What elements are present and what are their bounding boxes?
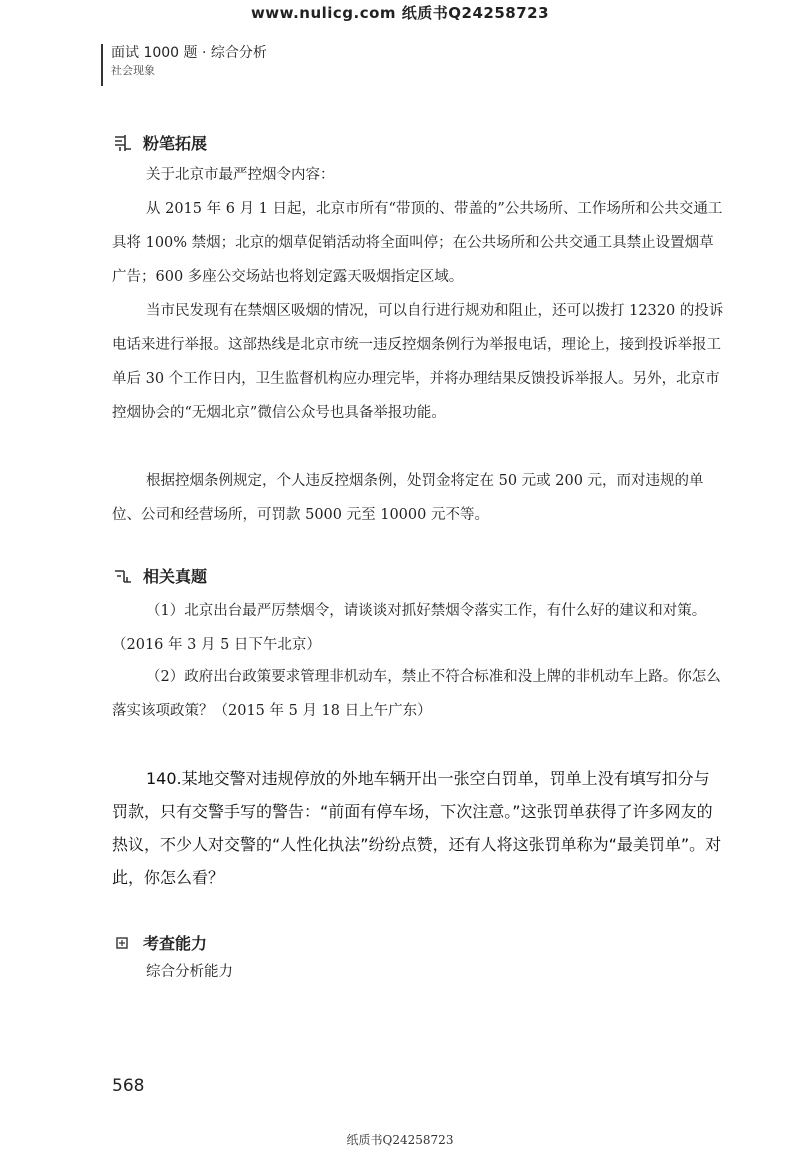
extension-title: 粉笔拓展: [143, 134, 208, 153]
related-title: 相关真题: [143, 567, 208, 586]
related-questions-icon: [113, 567, 133, 585]
header-chapter: 社会现象: [111, 64, 155, 77]
extension-intro: 关于北京市最严控烟令内容：: [146, 167, 335, 183]
ability-text: 综合分析能力: [146, 964, 233, 980]
bottom-watermark: 纸质书Q24258723: [346, 1133, 454, 1147]
question-text: 某地交警对违规停放的外地车辆开出一张空白罚单，罚单上没有填写扣分与罚款，只有交警手写的警告：“前面有停车场，下次注意。”这张罚单获得了许多网友的热议，不少人对交警的“人性化执法”纷纷点赞，还有人将这张罚单称为“最美罚单”。对此，你怎么看？: [112, 769, 722, 887]
top-watermark: www.nulicg.com 纸质书Q24258723: [250, 4, 550, 22]
target-icon: [113, 934, 133, 952]
related-item: （1）北京出台最严厉禁烟令，请谈谈对抓好禁烟令落实工作，有什么好的建议和对策。（2016 年 3 月 5 日下午北京）: [112, 603, 707, 653]
ability-heading: [113, 931, 207, 954]
related-heading: [113, 564, 207, 587]
book-pen-icon: [113, 134, 133, 152]
running-header: [101, 44, 267, 86]
header-series: 面试 1000 题 · 综合分析: [111, 45, 267, 61]
extension-paragraph: 从 2015 年 6 月 1 日起，北京市所有“带顶的、带盖的”公共场所、工作场所和公共交通工具将 100% 禁烟；北京的烟草促销活动将全面叫停；在公共场所和公共交通工具禁止设置烟草广告；600 多座公交场站也将划定露天吸烟指定区域。: [112, 201, 723, 285]
extension-paragraph: 根据控烟条例规定，个人违反控烟条例，处罚金将定在 50 元或 200 元，而对违规的单位、公司和经营场所，可罚款 5000 元至 10000 元不等。: [112, 473, 704, 523]
extension-paragraph: 当市民发现有在禁烟区吸烟的情况，可以自行进行规劝和阻止，还可以拨打 12320 的投诉电话来进行举报。这部热线是北京市统一违反控烟条例行为举报电话，理论上，接到投诉举报工单后 30 个工作日内，卫生监督机构应办理完毕，并将办理结果反馈投诉举报人。另外，北京市控烟协会的“无烟北京”微信公众号也具备举报功能。: [112, 303, 724, 421]
related-item: （2）政府出台政策要求管理非机动车，禁止不符合标准和没上牌的非机动车上路。你怎么落实该项政策？（2015 年 5 月 18 日上午广东）: [112, 669, 721, 719]
question-block: [112, 762, 724, 894]
ability-title: 考查能力: [143, 934, 208, 953]
page-number: 568: [112, 1076, 145, 1096]
question-number: 140.: [146, 769, 182, 788]
extension-heading: [113, 131, 207, 154]
